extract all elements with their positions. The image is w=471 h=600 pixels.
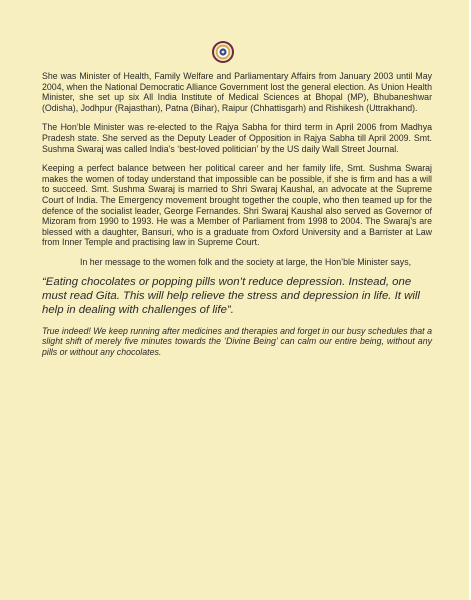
paragraph-message-intro: In her message to the women folk and the society at large, the Hon’ble Minister says, bbox=[80, 256, 412, 267]
paragraph-family-life: Keeping a perfect balance between her political career and her family life, Smt. Sushma Swaraj makes the women of today understand that impossible can be possible, if she is firm and has a will to succeed. Smt. Sushma Swaraj is married to Shri Swaraj Kaushal, an advocate at the Supreme Court of India. The Emergency movement brought together the couple, who then teamed up for the defence of the socialist leader, George Fernandes. Shri Swaraj Kaushal also served as Governor of Mizoram from 1990 to 1993. He was a Member of Parliament from 1998 to 2004. The Swaraj’s are blessed with a daughter, Bansuri, who is a graduate from Oxford University and a Barrister at Law from Inner Temple and practising law in Supreme Court. bbox=[42, 163, 432, 248]
minister-quote: “Eating chocolates or popping pills won’t reduce depression. Instead, one must read Gita. This will help relieve the stress and depression in life. It will help in dealing with challenges of life”. bbox=[42, 275, 420, 316]
closing-paragraph: True indeed! We keep running after medicines and therapies and forget in our busy schedules that a slight shift of merely five minutes towards the ‘Divine Being’ can calm our entire being, without any pills or without any chocolates. bbox=[42, 325, 432, 357]
emblem-seal-icon bbox=[211, 40, 235, 64]
document-body bbox=[42, 71, 432, 357]
paragraph-health-minister: She was Minister of Health, Family Welfare and Parliamentary Affairs from January 2003 until May 2004, when the National Democratic Alliance Government lost the general election. As Union Health Minister, she set up six All India Institute of Medical Sciences at Bhopal (MP), Bhubaneshwar (Odisha), Jodhpur (Rajasthan), Patna (Bihar), Raipur (Chhattisgarh) and Rishikesh (Uttrakhand). bbox=[42, 71, 432, 113]
paragraph-rajya-sabha: The Hon’ble Minister was re-elected to the Rajya Sabha for third term in April 2006 from Madhya Pradesh state. She served as the Deputy Leader of Opposition in Rajya Sabha till April 2009. Smt. Sushma Swaraj was called India’s ‘best-loved politician’ by the US daily Wall Street Journal. bbox=[42, 122, 432, 154]
